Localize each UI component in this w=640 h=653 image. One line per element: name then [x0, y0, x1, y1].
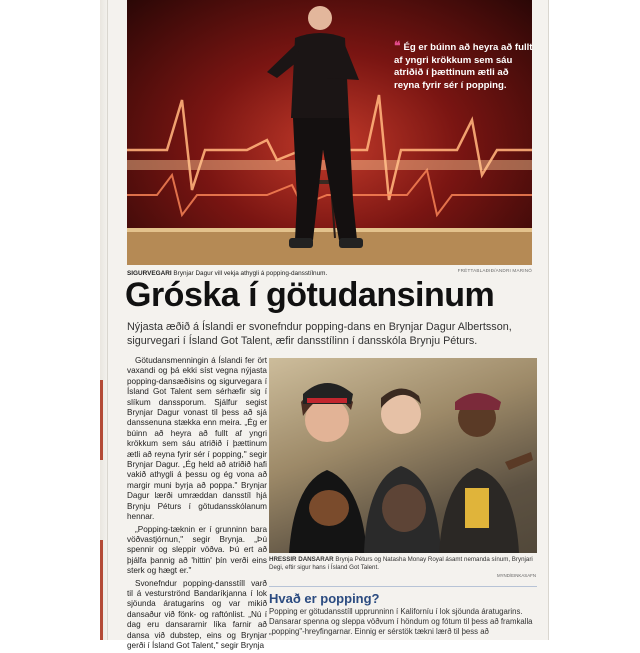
edge-color-strip [100, 540, 103, 640]
pull-quote [394, 40, 534, 92]
performer-pants [293, 118, 357, 240]
newspaper-page [108, 0, 548, 650]
article-paragraph: Götudansmenningin á Íslandi fer ört vaxandi og þá ekki síst vegna nýjasta popping-dansæðisins og sigurvegara í Ísland Got Talent sem sérhæfir sig í slíkum danssporum. Sjálfur segist Brynjar Dagur vonast til þess að sjá danssenuna stækka enn meira. „Ég er búinn að heyra að fullt af yngri krökkum sem sáu atriðið í þættinum ætli að reyna fyrir sér í popping," segir Brynjar Dagur. „Ég held að atriðið hafi vakið athygli á þessu og ég vona að margir muni byrja að poppa." Brynjar Dagur lærði umræddan dansstíl hjá Brynju Péturs í götudansskólanum hennar. [127, 356, 267, 522]
hero-caption-label: SIGURVEGARI [127, 270, 172, 277]
dancers-photo-illustration [269, 358, 537, 553]
performer-shoe [339, 238, 363, 248]
article-paragraph: Svonefndur popping-dansstíll varð til á vesturströnd Bandaríkjanna í lok sjöunda áratugarins og var mikið dansaður við fönk- og raftónlist. „Nú í dag eru dansararnir líka farnir að dansa við dubstep, eins og Brynjar gerði í Ísland Got Talent," segir Brynja [127, 578, 267, 650]
dancers-caption-text: Brynja Péturs og Natasha Monay Royal ásamt nemanda sínum, Brynjari Degi, eftir sigur hans í Ísland Got Talent. [269, 556, 533, 571]
dancers-photo [269, 358, 537, 553]
cap-brim-stripe [307, 398, 347, 403]
sidebar-title: Hvað er popping? [269, 586, 537, 606]
article-headline: Gróska í götudansinum [125, 276, 495, 314]
yellow-shirt [465, 488, 489, 528]
article-body [127, 356, 267, 653]
quote-mark-icon: ❝ [394, 39, 401, 53]
stage-floor [127, 228, 532, 265]
performer-head [308, 6, 332, 30]
pull-quote-text: Ég er búinn að heyra að fullt af yngri krökkum sem sáu atriðið í þættinum ætli að reyna fyrir sér í popping. [394, 42, 533, 91]
edge-color-strip [100, 380, 103, 460]
hero-photo-credit: FRÉTTABLAÐIÐ/ANDRI MARINÓ [457, 268, 532, 273]
stage-edge [127, 228, 532, 232]
article-paragraph: „Popping-tæknin er í grunninn bara vöðvastjórnun," segir Brynja. „Þú spennir og sleppir vöðva. Þú ert að þjálfa þannig að 'hittin' þín verði eins sterk og hægt er." [127, 524, 267, 576]
sidebar-body: Popping er götudansstíll upprunninn í Kaliforníu í lok sjöunda áratugarins. Dansarar spenna og sleppa vöðvum í höndum og fótum til þess að framkalla „popping"-hreyfingarnar. Einnig er sérstök tækni lærð til þess að [269, 607, 533, 636]
dancers-caption [269, 556, 537, 572]
hero-caption-text: Brynjar Dagur vill vekja athygli á popping-dansstílnum. [173, 270, 328, 277]
dancers-caption-label: HRESSIR DANSARAR [269, 556, 334, 563]
monkey-print [382, 484, 426, 532]
article-lead: Nýjasta æðið á Íslandi er svonefndur popping-dans en Brynjar Dagur Albertsson, sigurvegari í Ísland Got Talent, æfir dansstílinn í dansskóla Brynju Péturs. [127, 321, 512, 347]
hero-photo [127, 0, 532, 265]
previous-page-edge [100, 0, 108, 640]
bull-print [309, 490, 349, 526]
dancers-photo-credit: MYND/EINKASAFN [496, 573, 536, 578]
performer-shoe [289, 238, 313, 248]
